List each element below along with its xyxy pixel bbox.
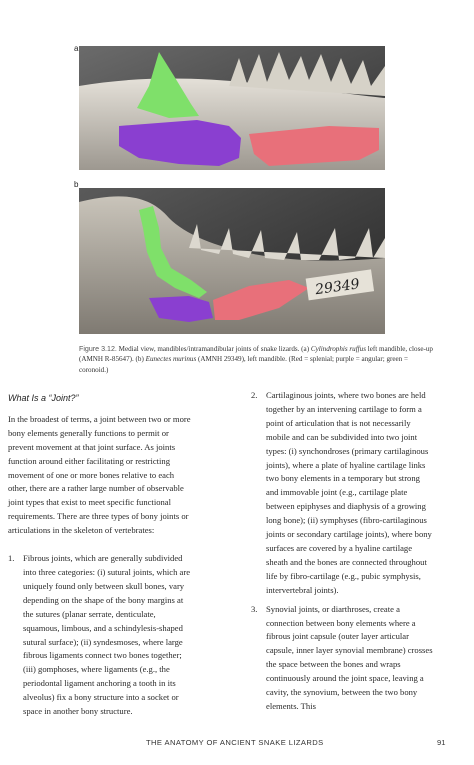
figure-panel-a-photo [79, 46, 385, 170]
intro-paragraph: In the broadest of terms, a joint between two or more bony elements generally functions to permit or prevent movement at that joint surface. As joints function around either facilitating or restricting movement of one or more bones relative to each other, there are a rather large number of observable joint types that exist to meet specific functional requirements. There are three types of bony joints or articulations in the skeleton of vertebrates: [8, 413, 191, 536]
caption-text-1: Medial view, mandibles/intramandibular joints of snake lizards. (a) [116, 345, 311, 353]
list-item [251, 603, 434, 714]
caption-text-3: (AMNH 29349), left mandible. (Red = splenial; purple = angular; green = coronoid.) [79, 355, 409, 374]
right-column [251, 389, 434, 714]
figure-panel-b-photo [79, 188, 385, 334]
list-item-text: Cartilaginous joints, where two bones are held together by an intervening cartilage to form a point of articulation that is not necessarily mobile and can be subdivided into two joint types: (i) synchondroses (primary cartilaginous joints), where a plate of hyaline cartilage links two bony elements in a temporary but strong and immovable joint (e.g., cartilage plate between epiphyses and diaphysis of a growing long bone); (ii) symphyses (fibro-cartilaginous joints or secondary cartilage joints), where bony surfaces are covered by a hyaline cartilage sheath and the bones are connected throughout life by fibro-cartilage (e.g., pubic symphysis, intervertebral joints). [266, 390, 432, 595]
page-footer [0, 738, 474, 752]
list-item [251, 389, 434, 598]
caption-taxon-b: Eunectes murinus [145, 355, 197, 364]
list-item-number: 3. [251, 603, 258, 614]
caption-label: Figure 3.12. [79, 345, 117, 353]
list-item-number: 2. [251, 390, 258, 400]
section-title: What Is a “Joint?” [8, 393, 79, 403]
panel-label-b: b [74, 180, 79, 189]
left-column [8, 392, 191, 719]
list-item-number: 1. [8, 553, 15, 564]
running-title: THE ANATOMY OF ANCIENT SNAKE LIZARDS [146, 738, 324, 747]
caption-taxon-a: Cylindrophis ruffus [310, 345, 366, 353]
list-item-text: Fibrous joints, which are generally subdivided into three categories: (i) sutural joints, which are uniquely found only between skull bones, vary depending on the shape of the bony margins at the sutures (planar serrate, denticulate, squamous, limbous, and a schindylesis-shaped sutural surface); (ii) syndesmoses, where large fibrous ligaments connect two bones together; (iii) gomphoses, where ligaments (e.g., the periodontal ligament anchoring a tooth in its alveolus) fix a bony structure into a socket or space in another bony structure. [23, 553, 191, 717]
specimen-number: 29349 [314, 276, 361, 299]
list-item-text: Synovial joints, or diarthroses, create a connection between bony elements where a fibrous joint capsule (outer layer articular capsule, inner layer synovial membrane) crosses the space between the bones and wraps continuously around the joint space, leaving a cavity, the synovium, between the two bony elements. This [266, 603, 433, 711]
page-number: 91 [437, 738, 446, 747]
mandible-b-illustration [79, 188, 385, 334]
panel-label-a: a [74, 44, 79, 53]
figure-caption [79, 344, 439, 375]
list-item [8, 552, 191, 719]
mandible-a-illustration [79, 46, 385, 170]
caption-text-2: left mandible, close-up (AMNH R-85647). (b) [79, 345, 433, 364]
